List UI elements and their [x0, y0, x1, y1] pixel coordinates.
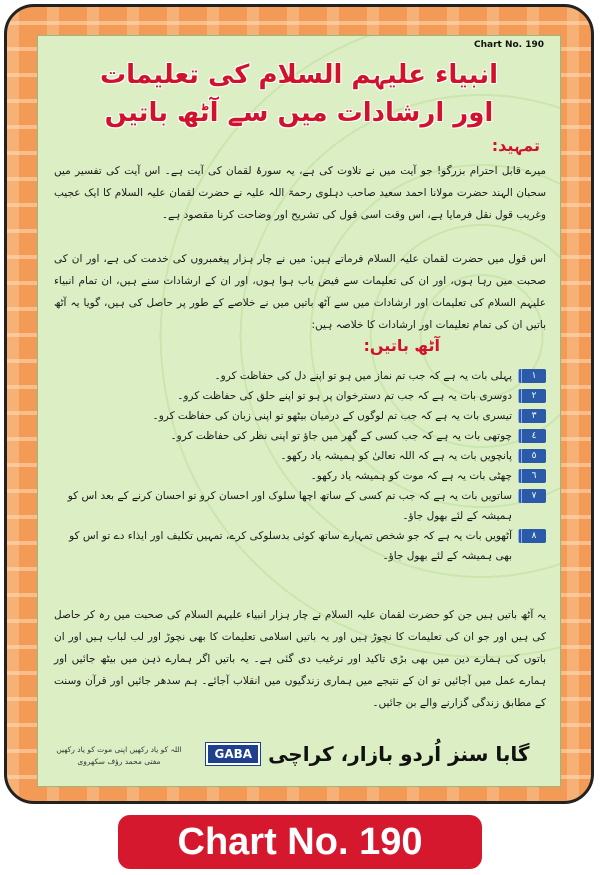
content-panel — [37, 35, 561, 787]
list-item-text: ساتویں بات یہ ہے کہ جب تم کسی کے ساتھ اچھا سلوک اور احسان کرو تو احسان کرنے کے بعد اس کو ہمیشہ کے لئے بھول جاؤ۔ — [67, 490, 512, 522]
intro-heading: تمہید: — [491, 136, 540, 155]
summary-paragraph: یہ آٹھ باتیں ہیں جن کو حضرت لقمان علیہ السلام نے چار ہزار انبیاء علیہم السلام کی صحبت میں رہ کر حاصل کی ہیں اور جو ان کی تعلیمات کا نچوڑ ہیں اور یہ باتیں اسلامی تعلیمات کا بھی نچوڑ اور لب لباب ہیں اور ان باتوں کی ہمارے دین میں بھی بڑی تاکید اور ترغیب دی گئی ہے۔ یہ باتیں اگر ہمارے ذہن میں بیٹھ جائیں اور ہمارے عمل میں آجائیں تو ان کے نتیجے میں ہماری زندگیوں میں انقلاب آجائے۔ ہم سدھر جائیں اور قرآن وسنت کے مطابق زندگی گزارنے والے بن جائیں۔ — [54, 609, 546, 709]
eight-points-heading: آٹھ باتیں: — [363, 336, 440, 355]
eight-points-list — [54, 366, 546, 566]
number-badge: ٧ — [518, 489, 546, 503]
publisher-name: گابا سنز اُردو بازار، کراچی — [268, 742, 530, 766]
list-item-text: تیسری بات یہ ہے کہ جب تم لوگوں کے درمیان بیٹھو تو اپنی زبان کی حفاظت کرو۔ — [152, 410, 512, 422]
list-item-text: دوسری بات یہ ہے کہ جب تم دسترخوان پر ہو تو اپنے حلق کی حفاظت کرو۔ — [177, 390, 512, 402]
page-title-line-2: اور ارشادات میں سے آٹھ باتیں — [104, 98, 494, 128]
number-badge: ٨ — [518, 529, 546, 543]
number-badge: ١ — [518, 369, 546, 383]
signature-note: اللہ کو یاد رکھیں اپنی موت کو یاد رکھیں مفتی محمد رؤف سکھروی — [56, 745, 182, 766]
intro-paragraph-2: اس قول میں حضرت لقمان علیہ السلام فرماتے ہیں: میں نے چار ہزار پیغمبروں کی خدمت کی ہے، اور ان کی صحبت میں رہا ہوں، اور ان کی تعلیمات سے فیض یاب ہوا ہوں، اور ان کے ارشادات سنے ہیں، ان تمام انبیاء علیہم السلام کی تعلیمات اور ارشادات میں سے آٹھ باتیں میں نے خلاصے کے طور پر حاصل کی ہیں، گویا یہ آٹھ باتیں ان کی تمام تعلیمات اور ارشادات کا خلاصہ ہیں: — [54, 253, 546, 331]
number-badge: ٤ — [518, 429, 546, 443]
list-item-text: پانچویں بات یہ ہے کہ اللہ تعالیٰ کو ہمیشہ یاد رکھو۔ — [280, 450, 512, 462]
list-item — [54, 386, 546, 406]
gaba-logo: GABA — [206, 743, 260, 765]
number-badge: ٦ — [518, 469, 546, 483]
list-item-text: آٹھویں بات یہ ہے کہ جو شخص تمہارے ساتھ کوئی بدسلوکی کرے، تمہیں تکلیف اور ایذاء دے تو اس کو بھی ہمیشہ کے لئے بھول جاؤ۔ — [69, 530, 512, 562]
list-item — [54, 426, 546, 446]
list-item — [54, 406, 546, 426]
list-item — [54, 526, 546, 566]
list-item-text: چوتھی بات یہ ہے کہ جب کسی کے گھر میں جاؤ تو اپنی نظر کی حفاظت کرو۔ — [170, 430, 512, 442]
list-item-text: چھٹی بات یہ ہے کہ موت کو ہمیشہ یاد رکھو۔ — [310, 470, 512, 482]
number-badge: ٣ — [518, 409, 546, 423]
chart-poster — [4, 4, 594, 804]
page-title-line-1: انبیاء علیہم السلام کی تعلیمات — [99, 60, 499, 90]
chart-number-banner: Chart No. 190 — [118, 815, 482, 869]
number-badge: ٥ — [518, 449, 546, 463]
list-item-text: پہلی بات یہ ہے کہ جب تم نماز میں ہو تو اپنے دل کی حفاظت کرو۔ — [214, 370, 512, 382]
list-item — [54, 466, 546, 486]
number-badge: ٢ — [518, 389, 546, 403]
list-item — [54, 486, 546, 526]
publisher-block — [198, 736, 538, 772]
list-item — [54, 366, 546, 386]
intro-paragraph-1: میرے قابل احترام بزرگو! جو آیت میں نے تلاوت کی ہے، یہ سورۂ لقمان کی آیت ہے۔ اس آیت کی تفسیر میں سحبان الہند حضرت مولانا احمد سعید صاحب دہلوی رحمۃ اللہ علیہ نے حضرت لقمان علیہ السلام کا ایک عجیب وغریب قول نقل فرمایا ہے، اس وقت اسی قول کی تشریح اور وضاحت کرنا مقصود ہے۔ — [54, 165, 546, 221]
list-item — [54, 446, 546, 466]
chart-number-label: Chart No. 190 — [473, 40, 544, 50]
